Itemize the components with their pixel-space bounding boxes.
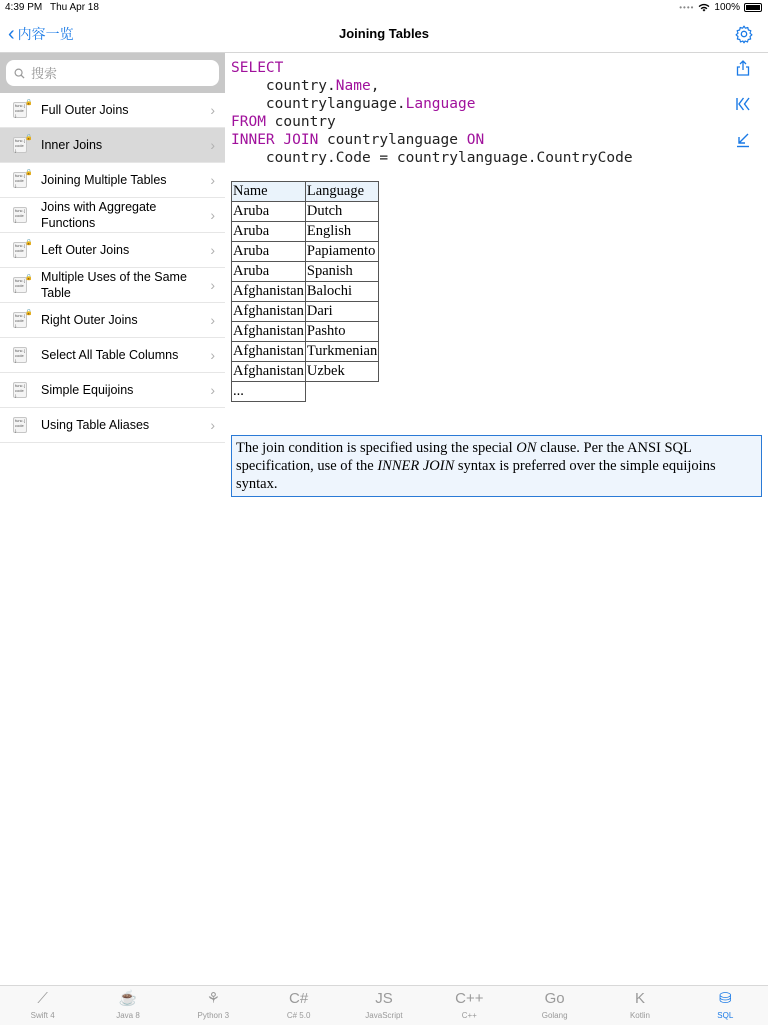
chevron-right-icon: › xyxy=(210,137,215,153)
topic-list xyxy=(0,93,225,443)
database-icon: ⛁ xyxy=(719,990,732,1007)
search-icon xyxy=(14,68,25,79)
status-date: Thu Apr 18 xyxy=(50,2,99,13)
code-file-icon: func { code } xyxy=(15,208,26,223)
sql-code-block xyxy=(231,59,633,167)
code-line xyxy=(231,113,633,131)
explanation-note xyxy=(231,435,762,497)
sidebar-item[interactable] xyxy=(0,268,225,303)
gear-icon[interactable] xyxy=(734,24,754,44)
tab-cpp[interactable] xyxy=(427,986,512,1025)
table-row xyxy=(232,342,379,362)
note-text: syntax is preferred over the simple equijoins syntax. xyxy=(236,458,716,492)
sidebar-item-label: Joins with Aggregate Functions xyxy=(41,200,157,230)
chevron-right-icon: › xyxy=(210,312,215,328)
code-text: country.Code = countrylanguage.CountryCode xyxy=(231,150,633,166)
tab-javascript[interactable] xyxy=(341,986,426,1025)
table-cell: Dari xyxy=(305,302,378,322)
tab-database[interactable] xyxy=(683,986,768,1025)
code-file-icon: func { code } xyxy=(15,418,26,433)
code-line xyxy=(231,95,633,113)
table-row xyxy=(232,202,379,222)
chevron-right-icon: › xyxy=(210,102,215,118)
chevron-right-icon: › xyxy=(210,242,215,258)
table-row xyxy=(232,362,379,382)
sidebar-item-label: Left Outer Joins xyxy=(41,243,130,257)
python-icon: ⚘ xyxy=(206,990,221,1007)
tab-python[interactable] xyxy=(171,986,256,1025)
tab-label: Swift 4 xyxy=(30,1011,55,1020)
tab-csharp[interactable] xyxy=(256,986,341,1025)
table-row xyxy=(232,382,379,402)
table-ellipsis: ... xyxy=(232,382,306,402)
code-text: countrylanguage xyxy=(318,132,467,148)
table-header-row xyxy=(232,182,379,202)
table-cell: Uzbek xyxy=(305,362,378,382)
code-keyword: ON xyxy=(466,132,485,148)
navigation-bar xyxy=(0,16,768,53)
lock-icon: 🔒 xyxy=(25,310,33,316)
table-cell: Aruba xyxy=(232,262,306,282)
code-file-icon: func { code } xyxy=(15,313,26,328)
status-right xyxy=(679,2,762,13)
back-label: 内容一览 xyxy=(17,26,74,42)
sidebar-item-label: Right Outer Joins xyxy=(41,313,138,327)
code-line xyxy=(231,149,633,167)
tab-java[interactable] xyxy=(85,986,170,1025)
table-row xyxy=(232,282,379,302)
code-keyword: Name xyxy=(335,78,371,94)
table-cell: Spanish xyxy=(305,262,378,282)
table-cell: Papiamento xyxy=(305,242,378,262)
sidebar xyxy=(0,53,225,985)
tab-golang[interactable] xyxy=(512,986,597,1025)
code-text: , xyxy=(370,78,380,94)
note-emphasis: INNER JOIN xyxy=(377,458,455,474)
lock-icon: 🔒 xyxy=(25,275,33,281)
collapse-icon[interactable] xyxy=(734,131,752,149)
table-row xyxy=(232,302,379,322)
sidebar-item-label: Full Outer Joins xyxy=(41,103,129,117)
table-cell: Afghanistan xyxy=(232,302,306,322)
table-cell: English xyxy=(305,222,378,242)
sidebar-item[interactable] xyxy=(0,163,225,198)
tab-label: Golang xyxy=(541,1011,568,1020)
csharp-icon: C# xyxy=(289,990,309,1007)
code-line xyxy=(231,59,633,77)
code-file-icon: func { code } xyxy=(15,173,26,188)
code-file-icon: func { code } xyxy=(15,103,26,118)
code-keyword: INNER JOIN xyxy=(231,132,319,148)
result-table xyxy=(231,181,379,402)
table-cell: Afghanistan xyxy=(232,342,306,362)
battery-percent: 100% xyxy=(714,2,740,13)
language-tab-bar xyxy=(0,985,768,1025)
sidebar-item[interactable] xyxy=(0,408,225,443)
table-cell: Afghanistan xyxy=(232,282,306,302)
sidebar-item-label: Using Table Aliases xyxy=(41,418,150,432)
chevron-right-icon: › xyxy=(210,347,215,363)
tab-label: C++ xyxy=(461,1011,477,1020)
note-text: clause. Per the ANSI SQL specification, use of the xyxy=(236,440,692,474)
table-cell: Balochi xyxy=(305,282,378,302)
column-header: Name xyxy=(232,182,306,202)
note-text: The join condition is specified using the special xyxy=(236,440,517,456)
table-cell: Dutch xyxy=(305,202,378,222)
code-text: country xyxy=(265,114,336,130)
lock-icon: 🔒 xyxy=(25,100,33,106)
sidebar-item[interactable] xyxy=(0,373,225,408)
sidebar-item-label: Select All Table Columns xyxy=(41,348,179,362)
code-line xyxy=(231,131,633,149)
sidebar-item-label: Inner Joins xyxy=(41,138,103,152)
lock-icon: 🔒 xyxy=(25,170,33,176)
side-actions xyxy=(734,59,754,167)
table-cell: Pashto xyxy=(305,322,378,342)
code-keyword: SELECT xyxy=(231,60,284,76)
tab-label: SQL xyxy=(717,1011,734,1020)
code-file-icon: func { code } xyxy=(15,243,26,258)
chevron-right-icon: › xyxy=(210,417,215,433)
table-cell: Turkmenian xyxy=(305,342,378,362)
cpp-icon: C++ xyxy=(455,990,484,1007)
code-file-icon: func { code } xyxy=(15,348,26,363)
wifi-icon xyxy=(698,3,710,12)
golang-icon: Go xyxy=(544,990,565,1007)
status-time: 4:39 PM xyxy=(5,2,43,13)
swift-icon: ⟋ xyxy=(37,990,48,1007)
main-content xyxy=(225,53,768,985)
search-input[interactable] xyxy=(29,65,193,82)
battery-icon xyxy=(744,3,762,12)
code-file-icon: func { code } xyxy=(15,138,26,153)
lock-icon: 🔒 xyxy=(25,240,33,246)
tab-swift[interactable] xyxy=(0,986,85,1025)
table-cell: Aruba xyxy=(232,222,306,242)
javascript-icon: JS xyxy=(375,990,393,1007)
status-bar xyxy=(0,0,768,16)
table-cell: Afghanistan xyxy=(232,362,306,382)
sidebar-item-label: Simple Equijoins xyxy=(41,383,134,397)
code-keyword: Language xyxy=(405,96,476,112)
search-bar xyxy=(0,53,225,93)
sidebar-item[interactable] xyxy=(0,93,225,128)
chevron-right-icon: › xyxy=(210,207,215,223)
chevron-left-icon: ‹ xyxy=(8,23,15,45)
skip-to-start-icon[interactable] xyxy=(734,95,752,113)
tab-label: JavaScript xyxy=(365,1011,403,1020)
page-title: Joining Tables xyxy=(338,26,430,41)
java-icon: ☕ xyxy=(118,990,138,1007)
table-cell: Afghanistan xyxy=(232,322,306,342)
table-cell: Aruba xyxy=(232,202,306,222)
tab-kotlin[interactable] xyxy=(597,986,682,1025)
kotlin-icon: K xyxy=(634,990,645,1007)
table-row xyxy=(232,222,379,242)
sidebar-item-label: Joining Multiple Tables xyxy=(41,173,167,187)
chevron-right-icon: › xyxy=(210,277,215,293)
tab-label: Kotlin xyxy=(629,1011,650,1020)
table-row xyxy=(232,242,379,262)
note-emphasis: ON xyxy=(516,440,537,456)
sidebar-item[interactable] xyxy=(0,303,225,338)
code-line xyxy=(231,77,633,95)
sidebar-item[interactable] xyxy=(0,233,225,268)
chevron-right-icon: › xyxy=(210,172,215,188)
column-header: Language xyxy=(305,182,378,202)
lock-icon: 🔒 xyxy=(25,135,33,141)
sidebar-item[interactable] xyxy=(0,128,225,163)
tab-label: Python 3 xyxy=(197,1011,230,1020)
search-field[interactable] xyxy=(6,60,219,86)
sidebar-item[interactable] xyxy=(0,338,225,373)
code-text: country. xyxy=(231,78,336,94)
code-file-icon: func { code } xyxy=(15,383,26,398)
tab-label: Java 8 xyxy=(116,1011,140,1020)
tab-label: C# 5.0 xyxy=(286,1011,311,1020)
code-text: countrylanguage. xyxy=(231,96,406,112)
code-file-icon: func { code } xyxy=(15,278,26,293)
table-row xyxy=(232,322,379,342)
table-row xyxy=(232,262,379,282)
chevron-right-icon: › xyxy=(210,382,215,398)
signal-dots-icon: •••• xyxy=(679,3,695,12)
share-icon[interactable] xyxy=(734,59,752,77)
table-cell: Aruba xyxy=(232,242,306,262)
code-keyword: FROM xyxy=(231,114,266,130)
sidebar-item-label: Multiple Uses of the Same Table xyxy=(41,270,187,300)
sidebar-item[interactable] xyxy=(0,198,225,233)
